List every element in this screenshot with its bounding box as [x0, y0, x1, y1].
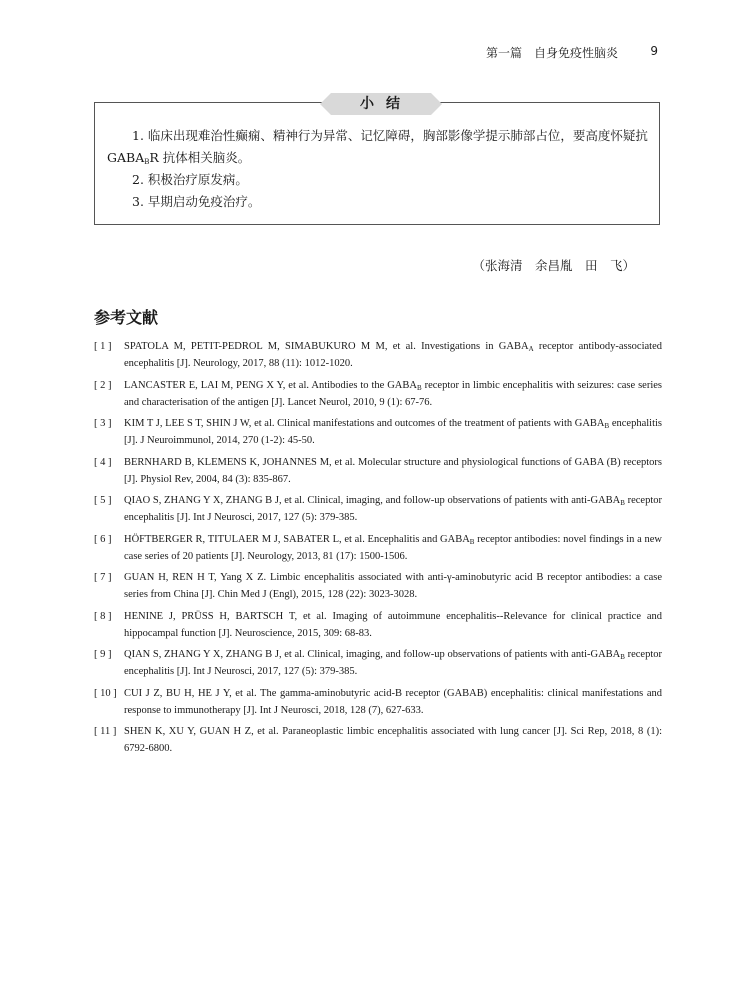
- reference-item: [94, 415, 662, 449]
- reference-item: [94, 454, 662, 488]
- reference-text: CUI J Z, BU H, HE J Y, et al. The gamma-aminobutyric acid-B receptor (GABAB) encephalitis: clinical manifestations and response to immunotherapy [J]. Int J Neurosci, 2018, 128 (7), 627-633.: [124, 687, 662, 716]
- reference-number: [ 3 ]: [94, 418, 112, 429]
- reference-item: [94, 608, 662, 642]
- reference-text: HENINE J, PRÜSS H, BARTSCH T, et al. Imaging of autoimmune encephalitis--Relevance for clinical practice and hippocampal function [J]. Neuroscience, 2015, 309: 68-83.: [124, 610, 662, 639]
- reference-item: [94, 569, 662, 603]
- reference-text: HÖFTBERGER R, TITULAER M J, SABATER L, et al. Encephalitis and GABA: [124, 533, 470, 545]
- reference-number: [ 11 ]: [94, 726, 117, 737]
- reference-text: KIM T J, LEE S T, SHIN J W, et al. Clinical manifestations and outcomes of the treatment of patients with GABA: [124, 418, 605, 429]
- summary-box: [94, 96, 660, 225]
- reference-subscript: B: [620, 499, 625, 507]
- reference-text-cont: receptor antibodies: novel findings in a new case series of 20 patients [J]. Neurology, 2013, 81 (17): 1500-1506.: [124, 533, 662, 562]
- reference-text: QIAO S, ZHANG Y X, ZHANG B J, et al. Clinical, imaging, and follow-up observations of patients with anti-GABA: [124, 495, 621, 506]
- reference-subscript: B: [620, 653, 625, 661]
- summary-item-3: 3. 早期启动免疫治疗。: [132, 194, 261, 209]
- reference-text: BERNHARD B, KLEMENS K, JOHANNES M, et al. Molecular structure and physiological functions of GABA (B) receptors [J]. Physiol Rev, 2004, 84 (3): 835-867.: [124, 456, 662, 485]
- reference-text-cont: receptor encephalitis [J]. Int J Neurosci, 2017, 127 (5): 379-385.: [124, 649, 662, 677]
- running-header: [0, 44, 730, 64]
- references-list: [94, 338, 662, 762]
- reference-text: SPATOLA M, PETIT-PEDROL M, SIMABUKURO M M, et al. Investigations in GABA: [124, 341, 529, 352]
- reference-text: LANCASTER E, LAI M, PENG X Y, et al. Antibodies to the GABA: [124, 379, 417, 391]
- reference-item: [94, 492, 662, 526]
- reference-text: SHEN K, XU Y, GUAN H Z, et al. Paraneoplastic limbic encephalitis associated with lung cancer [J]. Sci Rep, 2018, 8 (1): 6792-6800.: [124, 726, 662, 754]
- reference-number: [ 6 ]: [94, 533, 112, 545]
- reference-number: [ 7 ]: [94, 572, 112, 583]
- reference-item: [94, 723, 662, 757]
- reference-number: [ 1 ]: [94, 341, 112, 352]
- summary-item-2: 2. 积极治疗原发病。: [132, 172, 248, 187]
- reference-item: [94, 646, 662, 680]
- summary-title: 小结: [331, 93, 431, 115]
- reference-number: [ 10 ]: [94, 687, 117, 699]
- reference-item: [94, 531, 662, 565]
- reference-subscript: B: [604, 422, 610, 430]
- summary-body: [107, 125, 649, 213]
- reference-text-cont: receptor in limbic encephalitis with seizures: case series and characterisation of the antigen [J]. Lancet Neurol, 2010, 9 (1): 67-76.: [124, 379, 662, 408]
- gaba-subscript: B: [144, 158, 150, 166]
- reference-number: [ 4 ]: [94, 456, 112, 468]
- chapter-title: 第一篇 自身免疫性脑炎: [485, 46, 618, 60]
- summary-item-1-text: 1. 临床出现难治性癫痫、精神行为异常、记忆障碍，胸部影像学提示肺部占位，要高度怀疑抗: [132, 128, 648, 143]
- reference-number: [ 2 ]: [94, 379, 112, 391]
- summary-item-1: [107, 125, 649, 169]
- reference-item: [94, 685, 662, 719]
- references-heading: 参考文献: [94, 308, 159, 327]
- reference-item: [94, 377, 662, 411]
- reference-item: [94, 338, 662, 372]
- page-number: 9: [650, 44, 658, 58]
- reference-text-cont: receptor encephalitis [J]. Int J Neurosci, 2017, 127 (5): 379-385.: [124, 495, 662, 523]
- reference-text: GUAN H, REN H T, Yang X Z. Limbic encephalitis associated with anti-γ-aminobutyric acid B receptor antibodies: a case series from China [J]. Chin Med J (Engl), 2015, 128 (22): 3023-3028.: [124, 572, 662, 600]
- reference-text-cont: encephalitis [J]. J Neuroimmunol, 2014, 270 (1-2): 45-50.: [124, 418, 662, 446]
- summary-item-1-end: R 抗体相关脑炎。: [149, 150, 251, 165]
- reference-subscript: B: [416, 383, 422, 392]
- reference-subscript: A: [528, 345, 534, 353]
- gaba-text: GABA: [107, 150, 145, 165]
- reference-text: QIAN S, ZHANG Y X, ZHANG B J, et al. Clinical, imaging, and follow-up observations of patients with anti-GABA: [124, 649, 621, 660]
- reference-number: [ 5 ]: [94, 495, 112, 506]
- reference-number: [ 9 ]: [94, 649, 112, 660]
- reference-subscript: B: [469, 537, 475, 546]
- reference-text-cont: receptor antibody-associated encephalitis [J]. Neurology, 2017, 88 (11): 1012-1020.: [124, 341, 662, 369]
- summary-item-1-cont: [107, 150, 250, 165]
- reference-number: [ 8 ]: [94, 610, 112, 622]
- authors: （张海清 余昌胤 田 飞）: [472, 258, 635, 273]
